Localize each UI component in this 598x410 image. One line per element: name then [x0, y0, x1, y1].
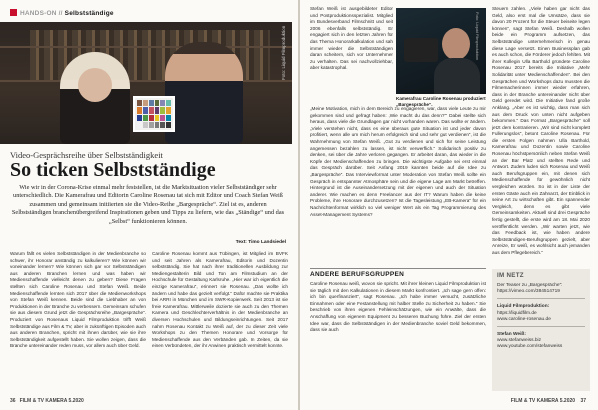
info-box: [492, 269, 590, 391]
right-footer: [511, 398, 586, 404]
article-kicker: Video-Gesprächsreihe über Selbstständigkeit: [10, 150, 163, 160]
right-page: [300, 0, 598, 410]
liquid-link[interactable]: https://liquidfilm.de: [497, 310, 537, 316]
left-footer: [10, 398, 84, 404]
body-column-right-4: Caroline Rosenau weiß, wovon sie spricht. Mit ihrer kleinen Liquid Filmproduktion ist sie täglich mit den Kalkulationen in diesem Markt konfrontiert. „Ich sage gern offen: ich bin querfinanziert“, sagt Rosenau. „Ich habe immer versucht, zusätzliche Einnahmen oder eine Festanstellung mit halber Stelle zu Sicherheit zu haben.“ Sie beschrieb von ihren eigenen Fehleinschätzungen, wie ein Anwälte, dass die Anschaffung von eigenem Equipment zu besseren Buchung führe. Ziel der ersten Idee war, dass die Selbstständigen in der Medienbranche soviel Geld bekommen, dass sie auch: [310, 281, 486, 333]
magazine-issue: FILM & TV KAMERA 5.2020: [510, 398, 576, 404]
subheading: ANDERE BERUFSGRUPPEN: [310, 271, 405, 278]
stefan-link[interactable]: www.stefanweiss.biz: [497, 338, 541, 344]
page-number: 36: [10, 398, 16, 404]
liquid-label: Liquid Filmproduktion:: [497, 304, 550, 310]
person-woman: [60, 52, 130, 144]
portrait-photo: [396, 8, 486, 94]
body-column-2: Caroline Rosenau kommt aus Tübingen, ist Mitglied im BVFK und seit Jahren als Kamerafrau, Editorin und Dozentin selbstständig. Sie hat nach ihrer traditionellen Ausbildung zur Mediengestalterin Bild und Ton am Filmstudium an der Hochschule für Gestaltung Karlsruhe. „Hier war ich eigentlich die einzige Kamerafrau“, erinnert sie Rosenau. „Das wollte ich ändern und habe das gezielt verfolgt.“ Dafür machte sie Praktika bei ARRI in München und im SWR-Kopierwerk. Seit 2013 ist sie freie Kamerafrau. Mittlerweile dozierte sie auch zu den Themen Kamera und Geschlechterverhältnis in der Medienbranche an diversen Hochschulen und Bildungseinrichtungen. Seit 2017 nahm Rosenau Kontakt zu Weiß auf, der zu dieser Zeit viele Workshops zu den Themen Honorare und Vorsorge für Medienschaffende aus den Verbänden gab. In Zeiten, da sie einen Verbündeten, der ihr Anwinen praktisch vermittelt konnte.: [152, 251, 288, 349]
photo-credit: Foto: Liquid Filmproduktion: [281, 25, 286, 80]
section-marker-icon: [10, 9, 17, 16]
body-column-right-1: Stefan Weiß ist ausgebildeter Editor und Postproduktionsspezialist. Mitglied im Bundesverband Filmschnitt und seit 2006 ebenfalls selbstständig. Er engagiert sich in den letzten Jahren für das Thema Honorarkalkulation und sah immer wieder die Selbstständigen daran scheitern, sich vor Unternehmer zu verhalten. Das sei nachvollziehbar, aber katastrophal.: [310, 6, 393, 71]
shelf-line: [0, 46, 292, 48]
page-number: 37: [580, 398, 586, 404]
article-lead: Wie wir in der Corona-Krise einmal mehr feststellen, ist die Marktsituation vieler Selbstständiger sehr unterschiedlich. Die Kamerafrau und Editorin Caroline Rosenau tat sich mit Editor und Coach Stefan Weiß zusammen und gemeinsam initiierten sie die Video-Reihe „Bargespräche“. Ziel ist es, anderen Selbstständigen branchenübergreifend Inspirationen geben und Tipps zu liefern, wie das „Ständige“ und das „Selbst“ funktionieren können.: [11, 184, 285, 225]
head-shape: [442, 28, 470, 60]
youtube-link[interactable]: www.youtube.com/stefanweiss: [497, 344, 563, 350]
section-header: [10, 9, 114, 17]
hero-photo: [0, 22, 292, 144]
divider: [497, 326, 585, 327]
face: [78, 68, 112, 102]
shelf-line: [0, 80, 292, 82]
subsection-label: Selbstständige: [64, 10, 114, 17]
teaser-link[interactable]: https://vimeo.com/384514719: [497, 289, 560, 295]
body-column-right-3: Steuern zahlen. „Viele haben gar nicht das Geld, also erst mal die Umsätze, dass sie davon 20 Prozent für die Steuer beiseite legen können“, sagt Stefan Weiß. Deshalb wollen beide ein Programm aufsetzen, das Selbstständige unternehmerisch in genau diese Lage versetzt. Einen Businessplan gab es auch schon, die Förderer jedoch fehlten. Mit ihrer Kollegin Ulla Barthold gründete Caroline Rosenau 2017 bereits die Initiative „Mehr Solidarität unter Medienschaffenden“. Bei den Gesprächen und Workshops dazu mussten die Filmemacherinnen immer wieder erfahren, dass in der Branche untereinander nicht über Geld geredet wird. Die Initiative fand große Anklang. „Aber es ist wichtig, dass man sich aus dem Druck von unten nicht aufgeben bekommen.“ Das Format „Bargespräche“ soll jetzt dem kontrarieren. „Wir sind nicht komplett Fullerungslos“, betont Caroline Rosenau. Für die ersten Folgen nahmen Ulla Barthold, Kamerafrau und Dozentin sowie Caroline Rosenau höchstpersönlich neben Stefan Weiß an der Bar Platz und stellten Rede und Antwort. Zudem luden sich Rosenau und Weiß auch Berufsgruppen ein, mit denen sich Medienschaffende für gewöhnlich nicht vergleichen würden. So ist in der Liste der ersten Gäste auch ein Zahnarzt, der Einblick in seine Art zu wirtschaften gibt. Ein spannender Vergleich, denn es gibt viele Gemeinsamkeiten. Aktuell sind drei Gespräche fertig gestellt, die erste wird am 18. Mai 2020 veröffentlicht werden. „Wir warten jetzt, wie das Feedback ist, wie haben andere Selbstständigen-Berufsgruppen gezielt, aber Anreize, Er weiß, es wohlsicht auch jemanden aus dem Pflegebereich.“: [492, 6, 590, 255]
article-title: So ticken Selbstständige: [10, 159, 216, 181]
divider: [497, 298, 585, 299]
photo-caption: Kamerafrau Caroline Rosenau produziert „Bargespräche“.: [396, 96, 486, 107]
rosenau-link[interactable]: www.caroline-rosenau.de: [497, 316, 551, 322]
teaser-label: Der Teaser zu „Bargespräche“:: [497, 283, 563, 288]
photo-credit: Foto: Liquid Filmproduktion: [475, 12, 480, 61]
camera-shape: [404, 38, 438, 62]
magazine-issue: FILM & TV KAMERA 5.2020: [19, 398, 84, 404]
section-rule: [310, 268, 486, 269]
body-column-1: Warum fällt es vielen Selbstständigen in der Medienbranche so schwer, ihr Honorar anständig zu kalkulieren? Wie können wir voneinander lernen? Wie können sich gar vor Selbstständigen aus anderen Branchen lernen und was haben wir Medienschaffende vielleicht denen zu geben? Diese Fragen stellten sich Caroline Rosenau und Stefan Weiß. Beide Medienschaffende lernten sich 2017 über die Medienworkshops von Stefan Weiß kennen. Beide sind die Liebhaber an von Produktionen in der Branche zu verbessern. Gemeinsam schufen sie aus diesem Grund jetzt die Gesprächsreihe „Bargespräche“. Produziert von Rosenaus Liquid Filmproduktion trifft Weiß Selbstständige aus Film & TV, aber in zukünftigen Episoden auch aus anderen Branchen, spricht mit ihnen darüber, wie sie ihre Selbstständigkeit aufgestellt haben. Sie wollen zeigen, dass die Branche untereinander reden muss, vor allem auch über Geld.: [10, 251, 146, 349]
left-page: [0, 0, 298, 410]
stefan-label: Stefan Weiß:: [497, 332, 526, 338]
info-box-title: IM NETZ: [497, 272, 524, 279]
color-chart: [133, 96, 175, 132]
body-shape: [434, 58, 480, 94]
section-label: HANDS-ON //: [20, 10, 63, 17]
author-byline: Text: Timo Landsiedel: [235, 240, 286, 245]
body-column-right-wide: „Meine Motivation, mich in dem Bereich zu engagieren, war, dass viele Leute zu mir gekommen sind und gefragt haben: ‚Wie macht du das denn?‘“ Dabei stellte sich heraus, dass viele die Grundlagen gar nicht vorhanden waren. Das wollte er ändern. „Viele verstehen nicht, dass es eine überaus gute Situation ist und jeder davon profitiert, wenn alle um mich herum erfolgreich sind und sehr gut verdienen“, ist die Wahrnehmung von Stefan Weiß. „Gut zu verdienen und sich für seine Leistung angemessen bezahlen zu lassen, ist nicht verwerflich.“ Solidarisch positiv zu denken, sei über die Jahre verloren gegangen. Er arbeitet daran, das wieder in die Köpfe der Medienschaffenden zu bringen. Die wichtigste Aufgabe sei erst einmal das Gespräch darüber. Seit Anfang 2019 kannten beide auf die Idee zu „Bargespräche“. Das Interviewformat unter Moderation von Stefan Weiß sollte ein Gespräch in entspannter Atmosphäre sein und die eigene Lage am Markt betreffen. Hintergrund ist die Auseinandersetzung mit der eigenen und auch der Situation anderer. Wie machen es denn Freelancer aus der IT? Warum haben die keine Probleme, ihre Honorare durchzusetzen? Ist die Tagesleistung „EB-Kamera“ für ein Nachrichtenformat wirklich so viel weniger Wert als ein Tag Programmierung des Asset-Management Systems?: [310, 106, 486, 217]
person-man: [165, 42, 243, 144]
